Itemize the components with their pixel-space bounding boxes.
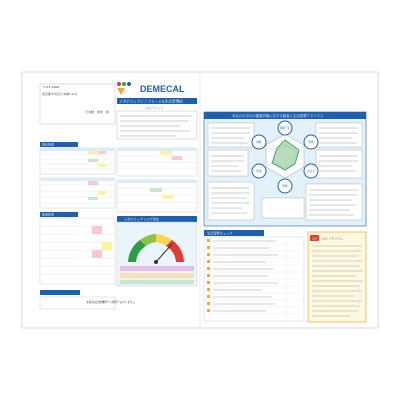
- advice-box-5: [316, 150, 362, 178]
- advice-box-1: [208, 123, 254, 147]
- lifestyle-check-table: [204, 237, 304, 321]
- logo-figure-red-icon: [117, 82, 121, 86]
- detail-section-header: [40, 212, 78, 217]
- gauge-pivot: [154, 260, 158, 264]
- radar-bubble-lower-right: [304, 164, 318, 178]
- logo-figure-green-icon: [122, 82, 126, 86]
- svg-text:飲酒: 飲酒: [256, 170, 262, 173]
- svg-text:食生活: 食生活: [307, 170, 315, 173]
- recipient-name: 日本橋 健治 様: [85, 110, 110, 114]
- report-title: メタボリックシンドローム&生活習慣病: [119, 99, 183, 104]
- meta-info-box: [117, 111, 197, 139]
- address-box: [40, 84, 115, 124]
- history-header-label: 測定結果: [42, 142, 55, 147]
- address-line: 東京都中央区日本橋1-2-3: [42, 92, 77, 96]
- radar-bubble-upper-left: [252, 135, 266, 149]
- logo-figure-blue-icon: [127, 82, 131, 86]
- detail-table: [40, 218, 115, 284]
- column-box: [308, 232, 366, 322]
- risk-meter-panel: [117, 216, 197, 286]
- advice-header: あなたの今日の健康状態に対する検査と生活習慣アドバイス: [232, 114, 324, 118]
- svg-text:肥満: 肥満: [282, 185, 288, 188]
- radar-bubble-upper-right: [304, 135, 318, 149]
- advice-box-4: [316, 123, 362, 147]
- advice-box-6: [306, 184, 362, 220]
- column-title: ひとくちコラム: [322, 236, 343, 241]
- report-subtitle: セルフチェック: [145, 107, 164, 110]
- radar-bubble-lower-left: [252, 164, 266, 178]
- svg-text:運動不足: 運動不足: [279, 127, 291, 130]
- brand-name: DEMECAL: [140, 84, 185, 94]
- postal-code: 〒111-0000: [42, 85, 60, 89]
- left-page: [40, 82, 197, 309]
- column-lead-label: 1日: [312, 236, 317, 241]
- history-table-left: [40, 148, 115, 208]
- advice-box-2: [208, 150, 248, 176]
- risk-meter-header: メタボリックリスク判定: [124, 217, 159, 222]
- lifestyle-check-label: 生活習慣チェック: [207, 231, 233, 236]
- svg-text:睡眠: 睡眠: [256, 141, 262, 144]
- radar-bottom-note: [262, 198, 304, 218]
- detail-header-label: 検査結果: [42, 212, 55, 217]
- svg-text:喫煙: 喫煙: [308, 141, 314, 144]
- history-table-right: [117, 148, 197, 212]
- lifestyle-check-header: [204, 230, 264, 236]
- footer-note: 本検査は医療機関での診断ではありません: [86, 301, 136, 304]
- radar-bubble-top: [278, 121, 292, 135]
- advice-box-3: [208, 182, 254, 220]
- right-page: [204, 112, 366, 322]
- history-section-header: [40, 142, 78, 147]
- radar-bubble-bottom: [278, 179, 292, 193]
